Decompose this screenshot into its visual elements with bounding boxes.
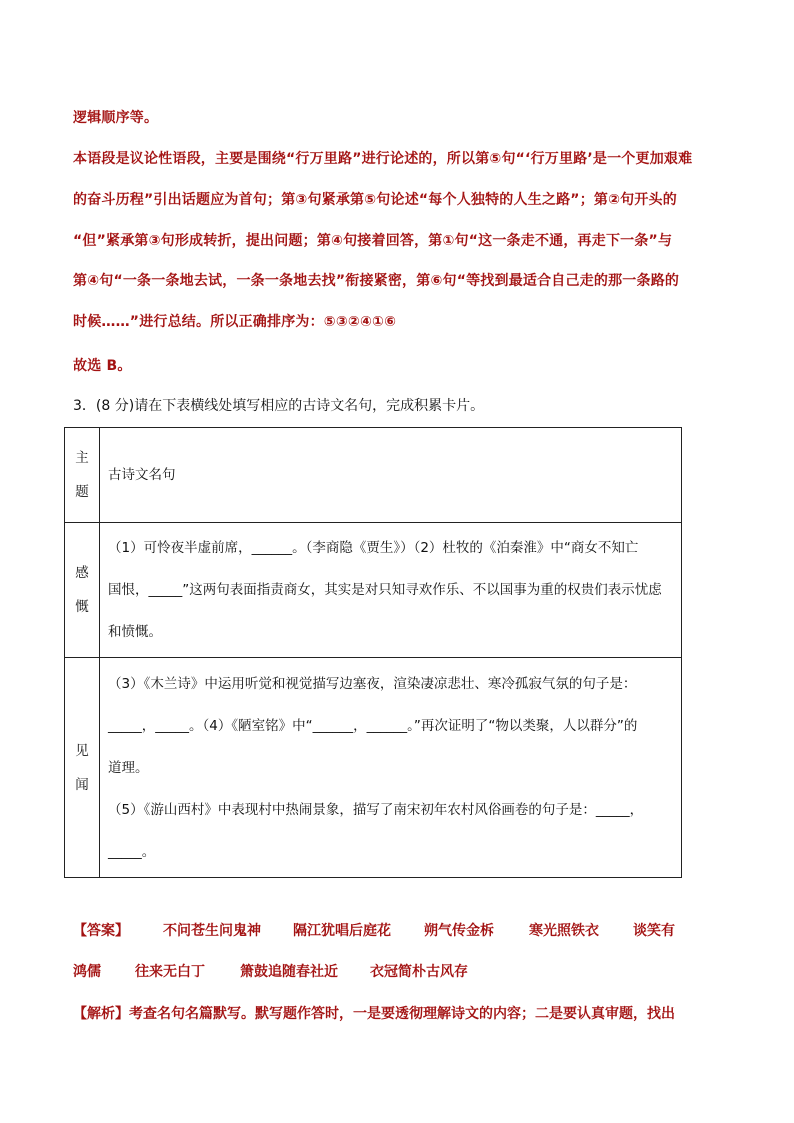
- poetry-card-table: [64, 427, 682, 878]
- cell-line: 国恨，_____”这两句表面指责商女，其实是对只知寻欢作乐、不以国事为重的权贵们表示忧虑: [108, 582, 662, 598]
- answer-item: 衣冠简朴古风存: [370, 964, 468, 980]
- table-row: [65, 523, 682, 658]
- analysis-line: 的奋斗历程”引出话题应为首句；第③句紧承第⑤句论述“每个人独特的人生之路”；第②句开头的: [73, 192, 677, 208]
- answer-item: 隔江犹唱后庭花: [293, 923, 391, 939]
- cell-line: （3）《木兰诗》中运用听觉和视觉描写边塞夜，渲染凄凉悲壮、寒冷孤寂气氛的句子是：: [108, 675, 637, 692]
- analysis-text: 考查名句名篇默写。默写题作答时，一是要透彻理解诗文的内容；二是要认真审题，找出: [129, 1006, 675, 1022]
- answer-item: 不问苍生问鬼神: [163, 923, 261, 939]
- theme-char: 闻: [75, 776, 89, 793]
- analysis-label: 【解析】: [73, 1006, 129, 1022]
- cell-line: _____，_____。（4）《陋室铭》中“______，______。”再次证明了“物以类聚，人以群分”的: [108, 717, 638, 734]
- theme-cell: [65, 658, 100, 878]
- answer-item: 朔气传金柝: [424, 923, 494, 939]
- content-cell: [100, 523, 682, 658]
- answer-item: 鸿儒: [73, 964, 101, 980]
- cell-line: 道理。: [108, 759, 149, 776]
- cell-line: 和愤慨。: [108, 624, 162, 640]
- answer-item: 谈笑有: [633, 923, 675, 939]
- analysis-line: 时候……”进行总结。所以正确排序为：⑤③②④①⑥: [73, 314, 397, 330]
- analysis-line: 本语段是议论性语段，主要是围绕“行万里路”进行论述的，所以第⑤句“‘行万里路’是一个更加艰难: [73, 151, 693, 167]
- theme-char: 见: [75, 742, 89, 759]
- theme-cell: [65, 523, 100, 658]
- cell-line: （5）《游山西村》中表现村中热闹景象，描写了南宋初年农村风俗画卷的句子是：_____，: [108, 801, 644, 818]
- analysis-line: 逻辑顺序等。: [73, 110, 159, 126]
- analysis-line: 故选 B。: [73, 358, 132, 374]
- answer-label: 【答案】: [73, 923, 129, 939]
- question-title: 3．(8 分)请在下表横线处填写相应的古诗文名句，完成积累卡片。: [73, 398, 485, 414]
- theme-char: 慨: [75, 599, 89, 615]
- cell-line: _____。: [108, 843, 156, 860]
- answer-item: 箫鼓追随春社近: [240, 964, 338, 980]
- table-header-row: [65, 428, 682, 523]
- theme-char: 题: [75, 484, 89, 500]
- content-header-cell: 古诗文名句: [100, 428, 682, 523]
- theme-header-cell: [65, 428, 100, 523]
- analysis-line: 第④句“一条一条地去试，一条一条地去找”衔接紧密，第⑥句“等找到最适合自己走的那一条路的: [73, 273, 680, 289]
- answer-item: 往来无白丁: [135, 964, 205, 980]
- answer-item: 寒光照铁衣: [529, 923, 599, 939]
- cell-line: （1）可怜夜半虚前席，______。（李商隐《贾生》）（2）杜牧的《泊秦淮》中“商女不知亡: [108, 540, 639, 556]
- table-row: [65, 658, 682, 878]
- content-cell: [100, 658, 682, 878]
- theme-char: 感: [75, 565, 89, 581]
- theme-char: 主: [75, 450, 89, 466]
- analysis-line: “但”紧承第③句形成转折，提出问题；第④句接着回答，第①句“这一条走不通，再走下一条”与: [73, 233, 673, 249]
